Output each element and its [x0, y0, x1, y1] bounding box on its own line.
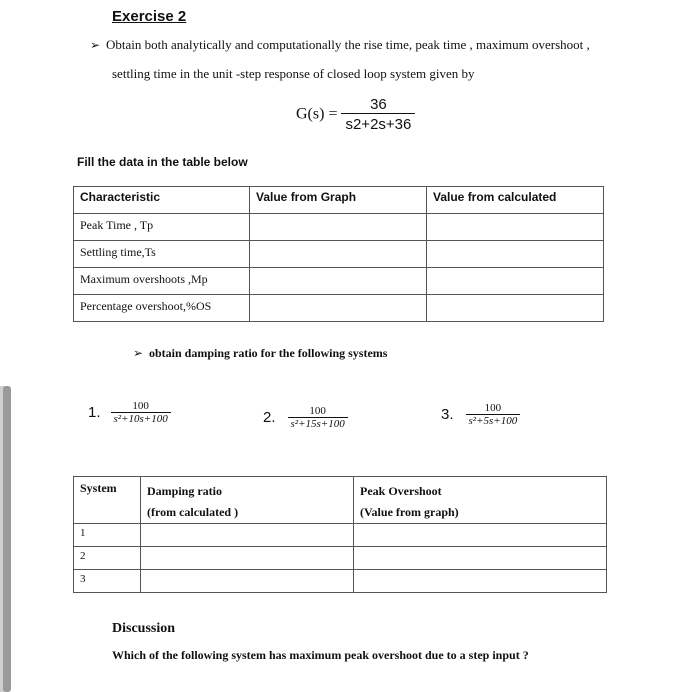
system-2-label: 2. [263, 409, 276, 426]
row-label: Peak Time , Tp [74, 214, 250, 241]
instruction-line-1: Obtain both analytically and computationally the rise time, peak time , maximum overshoot , [106, 37, 590, 52]
system-2-denominator: s²+15s+100 [288, 417, 348, 430]
tf-numerator: 36 [370, 96, 387, 113]
system-3-label: 3. [441, 406, 454, 423]
table-row [74, 524, 607, 547]
table-row [74, 570, 607, 593]
cell-peak-overshoot[interactable] [354, 524, 607, 547]
table-row [74, 295, 604, 322]
system-1 [88, 400, 171, 425]
system-1-label: 1. [88, 404, 101, 421]
damping-instruction [133, 346, 387, 361]
system-2-fraction [288, 405, 348, 430]
system-1-numerator: 100 [132, 400, 149, 412]
fill-label: Fill the data in the table below [77, 155, 248, 169]
cell-peak-overshoot[interactable] [354, 570, 607, 593]
table-row [74, 241, 604, 268]
cell-value-calculated[interactable] [427, 268, 604, 295]
system-1-fraction [111, 400, 171, 425]
system-number: 1 [74, 524, 141, 547]
header-peak-overshoot [354, 477, 607, 524]
row-label: Maximum overshoots ,Mp [74, 268, 250, 295]
table-row [74, 268, 604, 295]
system-3-fraction [466, 402, 521, 427]
cell-value-calculated[interactable] [427, 295, 604, 322]
discussion-title: Discussion [112, 621, 176, 636]
header-peak-overshoot-line2: (Value from graph) [360, 505, 459, 519]
system-3 [441, 402, 520, 427]
exercise-title: Exercise 2 [112, 8, 187, 25]
row-label: Settling time,Ts [74, 241, 250, 268]
header-value-calculated: Value from calculated [427, 187, 604, 214]
characteristics-table [73, 186, 604, 322]
header-damping-ratio [141, 477, 354, 524]
cell-value-graph[interactable] [250, 241, 427, 268]
system-1-denominator: s²+10s+100 [111, 412, 171, 425]
tf-denominator: s2+2s+36 [341, 113, 415, 133]
cell-value-graph[interactable] [250, 295, 427, 322]
header-peak-overshoot-line1: Peak Overshoot [360, 484, 442, 498]
table-row [74, 547, 607, 570]
table-header-row [74, 187, 604, 214]
cell-value-calculated[interactable] [427, 214, 604, 241]
scrollbar-thumb[interactable] [3, 386, 11, 692]
header-value-graph: Value from Graph [250, 187, 427, 214]
system-number: 3 [74, 570, 141, 593]
table-header-row [74, 477, 607, 524]
table-row [74, 214, 604, 241]
cell-damping-ratio[interactable] [141, 524, 354, 547]
cell-value-graph[interactable] [250, 268, 427, 295]
instruction-bullet [90, 37, 590, 53]
cell-value-calculated[interactable] [427, 241, 604, 268]
system-3-denominator: s²+5s+100 [466, 414, 521, 427]
discussion-question: Which of the following system has maximum peak overshoot due to a step input ? [112, 648, 529, 662]
cell-value-graph[interactable] [250, 214, 427, 241]
cell-damping-ratio[interactable] [141, 570, 354, 593]
row-label: Percentage overshoot,%OS [74, 295, 250, 322]
cell-damping-ratio[interactable] [141, 547, 354, 570]
system-2 [263, 405, 348, 430]
damping-table [73, 476, 607, 593]
arrow-bullet-icon: ➢ [90, 38, 101, 52]
system-3-numerator: 100 [484, 402, 502, 414]
header-system: System [74, 477, 141, 524]
header-damping-ratio-line2: (from calculated ) [147, 505, 239, 519]
system-2-numerator: 100 [309, 405, 326, 417]
header-damping-ratio-line1: Damping ratio [147, 484, 222, 498]
header-characteristic: Characteristic [74, 187, 250, 214]
cell-peak-overshoot[interactable] [354, 547, 607, 570]
tf-fraction [341, 96, 415, 133]
system-number: 2 [74, 547, 141, 570]
transfer-function [296, 96, 415, 133]
instruction-line-2: settling time in the unit -step response of closed loop system given by [112, 66, 475, 81]
tf-lhs: G(s) = [296, 105, 338, 123]
damping-instruction-text: obtain damping ratio for the following systems [149, 346, 388, 360]
arrow-bullet-icon: ➢ [133, 346, 144, 360]
